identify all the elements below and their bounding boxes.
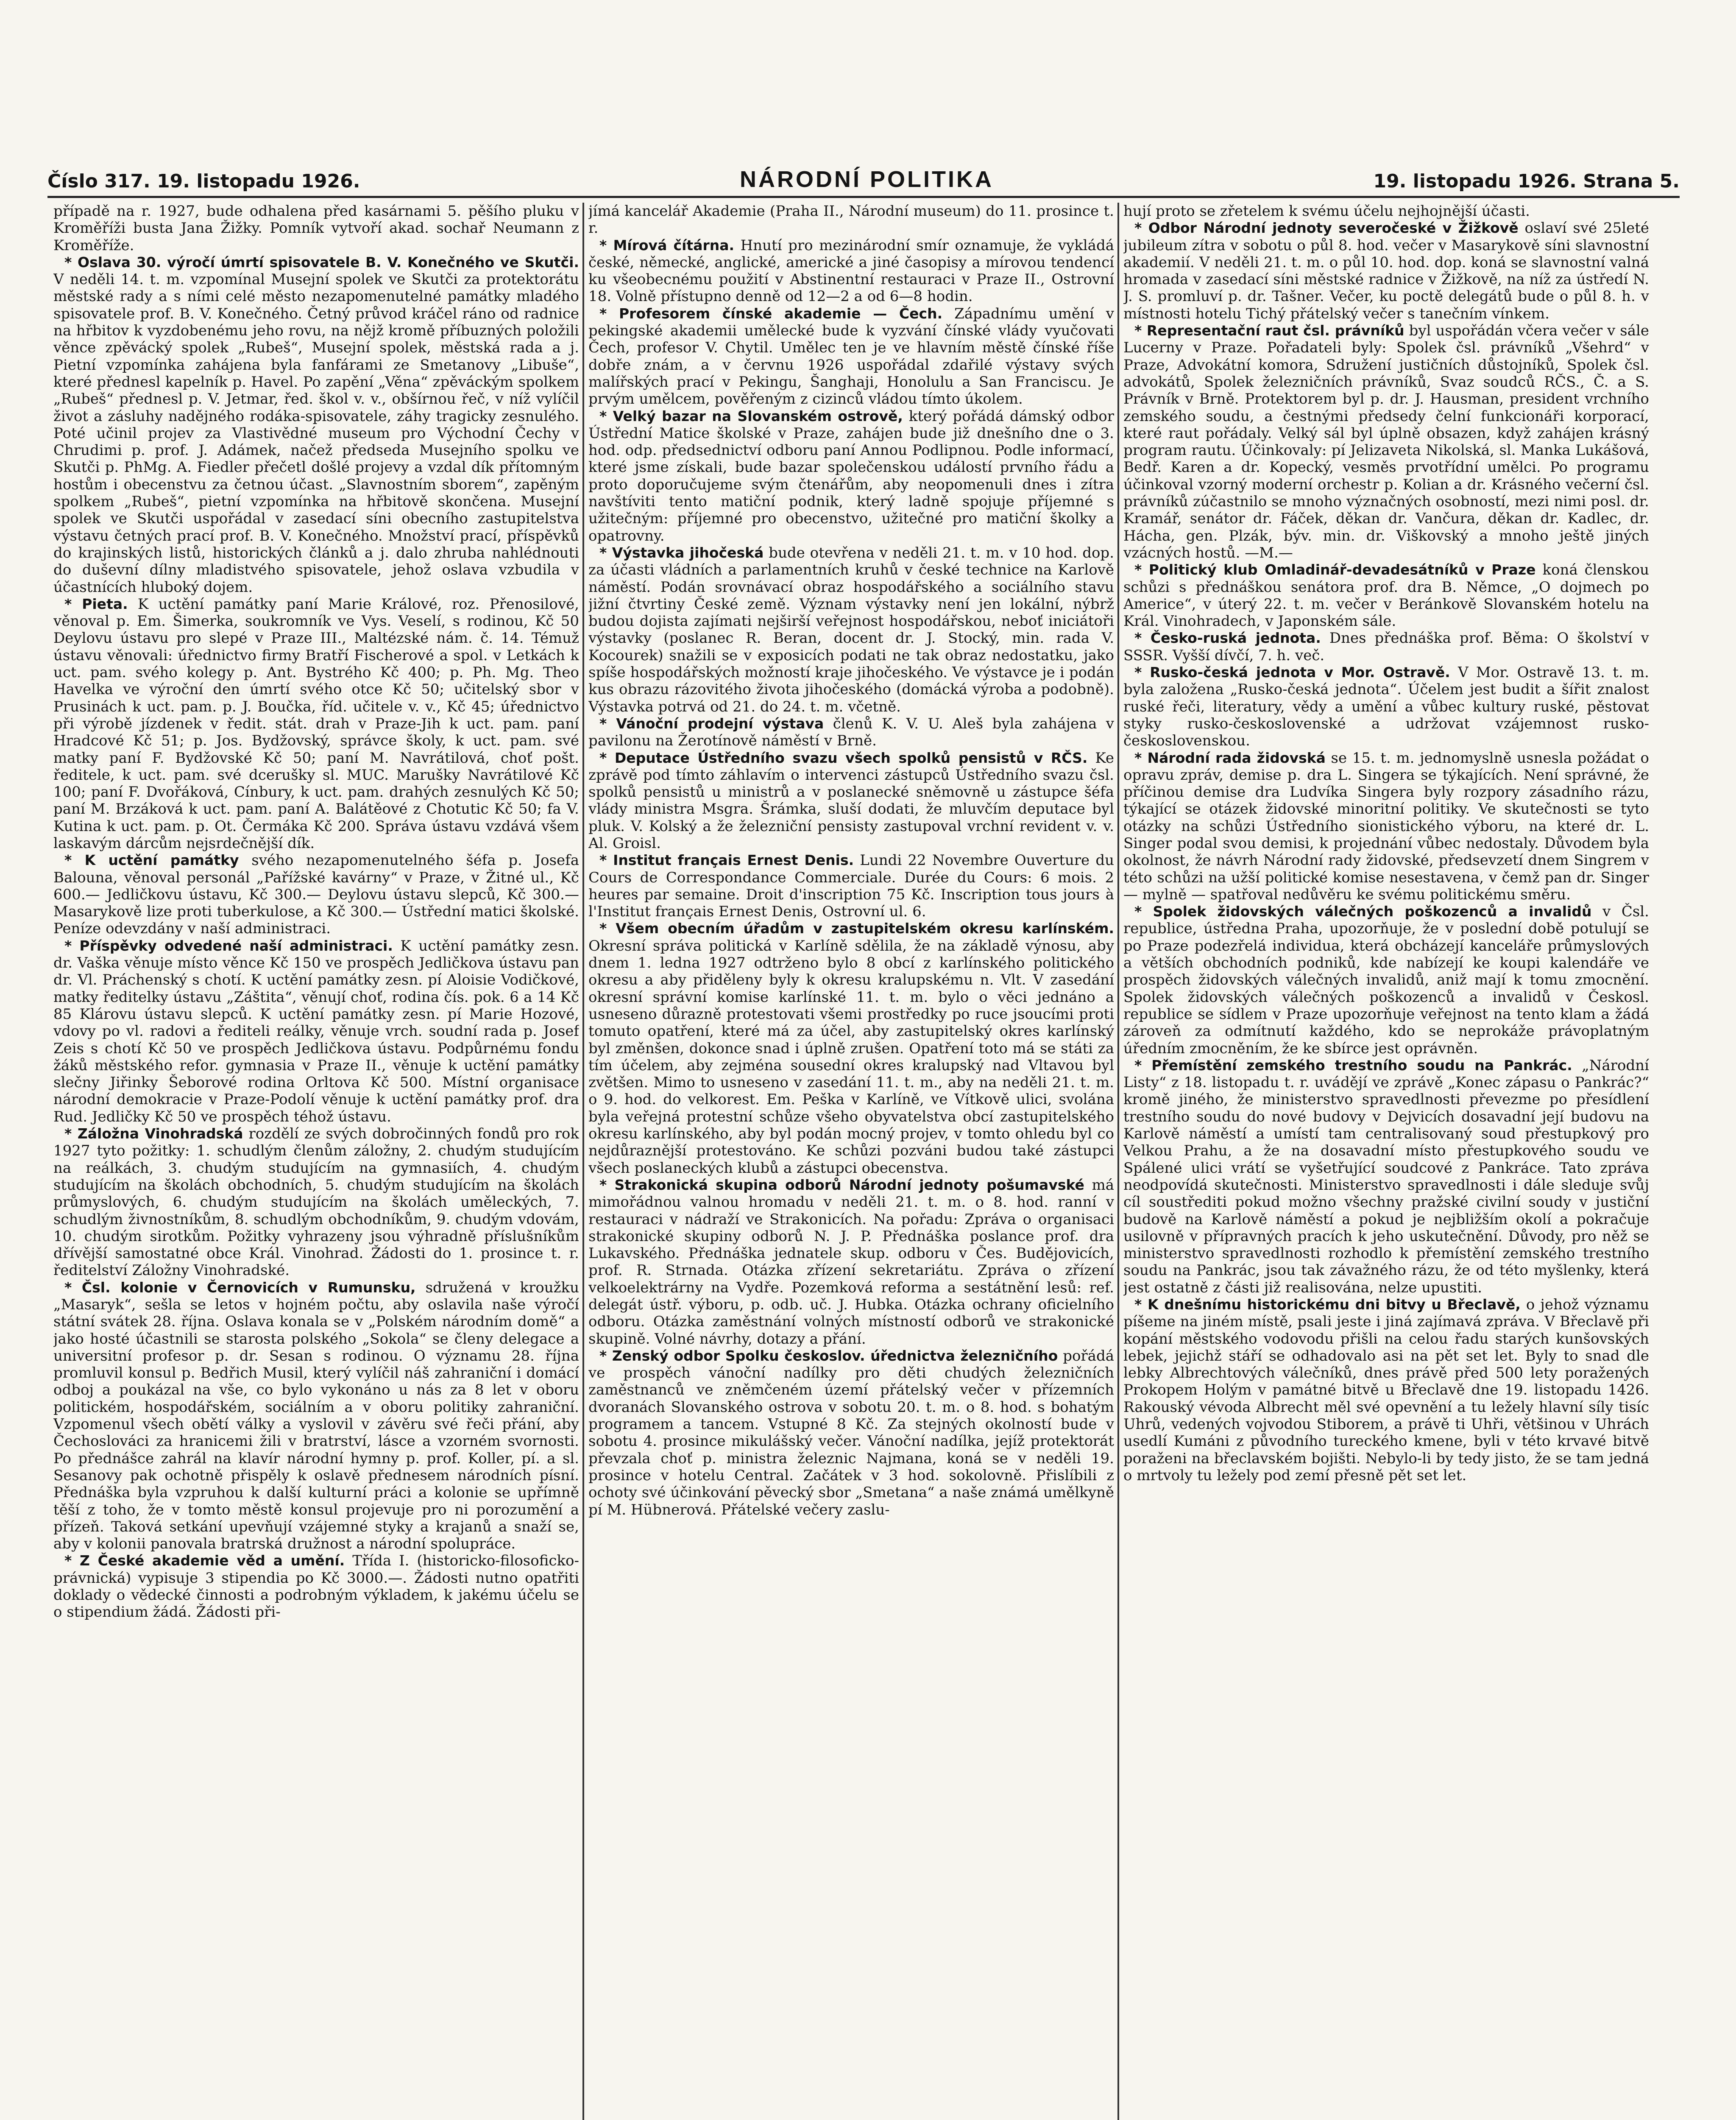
article-body: jímá kancelář Akademie (Praha II., Národní museum) do 11. prosince t. r. [588,203,1114,237]
news-article [588,852,1114,920]
news-article [588,1347,1114,1518]
article-body: má mimořádnou valnou hromadu v neděli 21. t. m. o 8. hod. ranní v restauraci v nádraží ve Strakonicích. Na pořadu: Zpráva o organisaci strakonické skupiny odborů N. J. P. Přednáška poslance prof. dra Lukavského. Přednáška jednatele skup. odboru v Čes. Budějovicích, prof. R. Strnada. Otázka zřízení sekretariátu. Zpráva o zřízení velkoelektrárny na Vydře. Pozemková reforma a sestátnění lesů: ref. delegát ústř. výboru, p. odb. uč. J. Hubka. Otázka ochrany oficielního odboru. Otázka zaměstnání volných místností odborů ve strakonické skupině. Volné návrhy, dotazy a přání. [588,1176,1114,1347]
page-header [47,160,1680,191]
article-body: K uctění památky paní Marie Králové, roz. Přenosilové, věnoval p. Em. Šimerka, soukromník ve Vys. Veselí, s rodinou, Kč 50 Deylovu ústavu pro slepé v Praze III., Maltézské nám. č. 14. Témuž ústavu věnovali: úřednictvo firmy Bratří Fischerové a spol. v Letkách k uct. pam. svého kolegy p. Ant. Bystrého Kč 400; p. Ph. Mg. Theo Havelka ve výroční den úmrtí svého otce Kč 50; učitelský sbor v Prusinách k uct. pam. p. J. Boučka, říd. učitele v. v., Kč 45; úřednictvo při výrobě jízdenek v ředit. stát. drah v Praze-Jih k uct. pam. paní Hradcové Kč 51; p. Jos. Bydžovský, správce školy, k uct. pam. své matky paní F. Bydžovské Kč 50; paní M. Navrátilová, choť pošt. ředitele, k uct. pam. své dcerušky sl. MUC. Marušky Navrátilové Kč 100; paní F. Dvořáková, Cínbury, k uct. pam. drahých zesnulých Kč 50; paní M. Brzáková k uct. pam. paní A. Balátěové z Chotutic Kč 50; fa V. Kutina k uct. pam. p. Ot. Čermáka Kč 200. Správa ústavu vzdává všem laskavým dárcům nejsrdečnější dík. [53,595,579,852]
article-body: Ke zprávě pod tímto záhlavím o intervenci zástupců Ústředního svazu čsl. spolků pensistů u ministrů a v poslanecké sněmovně u zástupce šéfa vlády ministra Msgra. Šrámka, sluší dodati, že mluvčím deputace byl pluk. V. Kolský a že železniční pensisty zastupoval vrchní revident v. v. Al. Groisl. [588,749,1114,852]
news-article [53,1125,579,1279]
article-body: svého nezapomenutelného šéfa p. Josefa Balouna, věnoval personál „Pařížské kavárny“ v Praze, v Žitné ul., Kč 600.— Jedličkovu ústavu, Kč 300.— Deylovu ústavu slepců, Kč 300.— Masarykově lize proti tuberkulose, a Kč 300.— Ústřední matici školské. Peníze odevzdány v naší administraci. [53,852,579,937]
column-divider [1117,203,1119,2120]
article-heading: * Zenský odbor Spolku českoslov. úřednictva železničního [599,1347,1058,1364]
news-article [588,750,1114,852]
article-heading: * Politický klub Omladinář-devadesátníků v Praze [1134,561,1536,578]
news-article [53,596,579,852]
news-article [1123,1296,1649,1484]
column-1 [53,203,579,2120]
article-heading: * Příspěvky odvedené naší administraci. [64,937,393,954]
column-2 [588,203,1114,2120]
article-body: o jehož významu píšeme na jiném místě, psali jeste i jiná zajímavá zpráva. V Břeclavě při kopání městského vodovodu přišli na celou řadu starých kunšovských lebek, jejichž stáří se odhadovalo asi na pět set let. Byly to snad dle lebky Albrechtových válečníků, dnes právě před 500 lety poražených Prokopem Holým v památné bitvě u Břeclavě dne 19. listopadu 1426. Rakouský vévoda Albrecht měl své opevnění a tu ležely hlavní síly tisíc Uhrů, vedených vojvodou Stiborem, a právě ti Uhři, většinou v Uhrách usedlí Kumáni z původního tureckého kmene, byli v této krvavé bitvě poraženi na břeclavském bojišti. Nebylo-li by tedy jisto, že se tam jedná o mrtvoly tu ležely pod zemí přesně pět set let. [1123,1296,1649,1484]
article-heading: * Rusko-česká jednota v Mor. Ostravě. [1134,664,1450,681]
article-body: případě na r. 1927, bude odhalena před kasárnami 5. pěšího pluku v Kroměříži busta Jana Žižky. Pomník vytvoří akad. sochař Neumann z Kroměříže. [53,203,579,254]
news-article [1123,750,1649,904]
article-body: členů K. V. U. Aleš byla zahájena v pavilonu na Žerotínově náměstí v Brně. [588,715,1114,750]
news-article [1123,1057,1649,1296]
article-heading: * Odbor Národní jednoty severočeské v Žižkově [1134,220,1519,237]
news-article [53,1279,579,1553]
article-heading: * Přemístění zemského trestního soudu na Pankrác. [1134,1057,1572,1074]
article-heading: * Národní rada židovská [1134,749,1326,766]
article-heading: * Všem obecním úřadům v zastupitelském okresu karlínském. [599,920,1114,937]
article-body: pořádá ve prospěch vánoční nadílky pro děti chudých železničních zaměstnanců ve zněmčeném území přátelský večer v přízemních dvoranách Slovanského ostrova v sobotu 20. t. m. o 8. hod. s bohatým programem a tancem. Vstupné 8 Kč. Za stejných okolností bude v sobotu 4. prosince mikulášský večer. Vánoční nadílka, jejíž protektorát převzala choť p. ministra železnic Najmana, koná se v neděli 19. prosince v hotelu Central. Začátek v 3 hod. sokolovně. Přislíbili z ochoty své účinkování pěvecký sbor „Smetana“ a naše známá umělkyně pí M. Hübnerová. Přátelské večery zaslu- [588,1347,1114,1518]
article-body: sdružená v kroužku „Masaryk“, sešla se letos v hojném počtu, aby oslavila naše výročí státní svátek 28. října. Oslava konala se v „Polském národním domě“ a jako hosté účastnili se starosta polského „Sokola“ se členy delegace a universitní profesor p. dr. Sesan s rodinou. O významu 28. října promluvil konsul p. Bedřich Musil, který vylíčil náš zahraniční i domácí odboj a poukázal na vše, co bylo vykonáno u nás za 8 let v oboru politickém, hospodářském, sociálním a v oboru politiky zahraniční. Vzpomenul všech obětí války a vyslovil v závěru své řeči přání, aby Čechoslováci za hranicemi žili v bratrství, lásce a vzorném svornosti. Po přednášce zahrál na klavír národní hymny p. prof. Koller, pí. a sl. Sesanovy pak ochotně přispěly k oslavě přednesem národních písní. Přednáška byla vzpruhou k další kulturní práci a kolonie se upřímně těší z toho, že v tomto městě konsul projevuje pro ni porozumění a přízeň. Taková setkání upevňují vzájemné styky a krajanů a snaží se, aby v kolonii panovala bratrská družnost a národní spolupráce. [53,1279,579,1553]
article-heading: * Strakonická skupina odborů Národní jednoty pošumavské [599,1176,1084,1193]
news-article [53,937,579,1125]
news-article [1123,322,1649,561]
article-body: V neděli 14. t. m. vzpomínal Musejní spolek ve Skutči za protektorátu městské rady a s ními celé město nezapomenutelné památky mladého spisovatele prof. B. V. Konečného. Četný průvod kráčel ráno od radnice na hřbitov k vyzdobenému jeho rovu, na nějž kromě příbuzných položili věnce zpěvácký spolek „Rubeš“, Musejní spolek, městská rada a j. Pietní vzpomínka zahájena byla fanfárami ze Smetanovy „Libuše“, které přednesl kapelník p. Havel. Po zapění „Věna“ zpěváckým spolkem „Rubeš“ přednesl p. V. Jetmar, řed. škol v. v., obšírnou řeč, v níž vylíčil život a zásluhy nadějného rodáka-spisovatele, záhy tragicky zesnulého. Poté učinil projev za Vlastivědné museum pro Východní Čechy v Chrudimi p. prof. J. Adámek, načež předseda Musejního spolku ve Skutči p. PhMg. A. Fiedler přečetl došlé projevy a vzdal dík přítomným hostům i obecenstvu za četnou účast. „Slavnostním sborem“, zapěným spolkem „Rubeš“, pietní vzpomínka na hřbitově skončena. Musejní spolek ve Skutči uspořádal v zasedací síni obecního zastupitelstva výstavu četných prací prof. B. V. Konečného. Množství prací, příspěvků do krajinských listů, historických článků a j. dalo zhruba nahlédnouti do duševní dílny mladistvého spisovatele, jehož oslava vzbudila v účastnících hluboký dojem. [53,271,579,596]
article-body: Okresní správa politická v Karlíně sdělila, že na základě výnosu, aby dnem 1. ledna 1927 odtrženo bylo 8 obcí z karlínského politického okresu a aby přiděleny byly k okresu kralupskému n. Vlt. V zasedání okresní správní komise karlínské 11. t. m. bylo o věci jednáno a usneseno důrazně protestovati všemi prostředky po ruce jsoucími proti tomuto opatření, které má za účel, aby zastupitelský okres karlínský byl změnšen, dokonce snad i úplně zrušen. Opatření toto má se státi za tím účelem, aby zejména sousední okres kralupský nad Vltavou byl zvětšen. Mimo to usneseno v zasedání 11. t. m., aby na neděli 21. t. m. o 9. hod. do velkorest. Em. Peška v Karlíně, ve Vítkově ulici, svolána byla veřejná protestní schůze všeho obyvatelstva obcí zastupitelského okresu karlínského, aby byl podán mocný projev, v tomto ohledu byl co nejdůraznější protestováno. Ke schůzi pozváni budou také zástupci všech poslaneckých klubů a zástupci obecenstva. [588,937,1114,1177]
article-heading: * Mírová čítárna. [599,237,735,254]
article-continuation [53,203,579,254]
article-heading: * Výstavka jihočeská [599,544,764,561]
masthead-title: NÁRODNÍ POLITIKA [739,167,994,192]
news-article [53,1552,579,1621]
date-page-number: 19. listopadu 1926. Strana 5. [1373,170,1680,192]
article-body: rozdělí ze svých dobročinných fondů pro rok 1927 tyto požitky: 1. schudlým členům záložny, 2. chudým studujícím na reálkách, 3. chudým studujícím na gymnasiích, 4. chudým studujícím na školách obchodních, 5. chudým studujícím na školách průmyslových, 6. chudým studujícím na školách uměleckých, 7. schudlým živnostníkům, 8. schudlým obchodníkům, 9. chudým vdovám, 10. chudým sirotkům. Požitky vyhrazeny jsou výhradně příslušníkům dřívější samostatné obce Král. Vinohrad. Žádosti do 1. prosince t. r. ředitelství Záložny Vinohradské. [53,1125,579,1279]
article-body: v Čsl. republice, ústředna Praha, upozorňuje, že v poslední době potulují se po Praze podezřelá individua, která obcházejí kanceláře průmyslových a větších obchodních podniků, kde nabízejí ke koupi kalendáře ve prospěch židovských válečných invalidů, aniž mají k tomu zmocnění. Spolek židovských válečných poškozenců a invalidů v Českosl. republice se sídlem v Praze upozorňuje veřejnost na tento klam a žádá zároveň za odmítnutí každého, kdo se neprokáže právoplatným úředním zmocněním, že ke sbírce jest oprávněn. [1123,903,1649,1057]
article-heading: * K dnešnímu historickému dni bitvy u Břeclavě, [1134,1296,1521,1313]
article-heading: * K uctění památky [64,852,239,869]
column-divider [582,203,584,2120]
news-article [1123,220,1649,322]
article-heading: * Deputace Ústředního svazu všech spolků pensistů v RČS. [599,749,1088,766]
news-article [588,305,1114,408]
article-body: byl uspořádán včera večer v sále Lucerny v Praze. Pořadateli byly: Spolek čsl. právníků „Všehrd“ v Praze, Advokátní komora, Sdružení justičních důstojníků, Spolek čsl. advokátů, Spolek železničních právníků, Svaz soudců RČS., Č. a S. Právník v Brně. Protektorem byl p. dr. J. Hausman, president vrchního zemského soudu, a čestnými předsedy čelní funkcionáři korporací, které raut pořádaly. Velký sál byl úplně obsazen, když zahájen krásný program rautu. Účinkovaly: pí Jelizaveta Nikolská, sl. Manka Lukášová, Bedř. Karen a dr. Kopecký, vesměs prvotřídní umělci. Po programu účinkoval vzorný moderní orchestr p. Kolian a dr. Krásného večerní čsl. právníků zúčastnilo se mnoho význačných osobností, mezi nimi posl. dr. Kramář, senátor dr. Fáček, děkan dr. Vančura, děkan dr. Kadlec, dr. Hácha, gen. Plzák, býv. min. dr. Viškovský a mnoho ještě jiných vzácných hostů. —M.— [1123,322,1649,561]
header-rule [47,196,1680,198]
article-heading: * Spolek židovských válečných poškozenců a invalidů [1134,903,1592,920]
article-heading: * Čsl. kolonie v Černovicích v Rumunsku, [64,1279,416,1296]
issue-number-date: Číslo 317. 19. listopadu 1926. [47,170,360,192]
article-body: K uctění památky zesn. dr. Vaška věnuje místo věnce Kč 150 ve prospěch Jedličkova ústavu pan dr. Vl. Práchenský s chotí. K uctění památky zesn. pí Aloisie Vodičkové, matky ředitelky ústavu „Záštita“, věnují choť, rodina čís. pok. 6 a 14 Kč 85 Klárovu ústavu slepců. K uctění památky zesn. pí Marie Hozové, vdovy po vl. radovi a řediteli reálky, věnuje vrch. soudní rada p. Josef Zeis s chotí Kč 50 ve prospěch Jedličkova ústavu. Podpůrnému fondu žáků městského refor. gymnasia v Praze II., věnuje k uctění památky slečny Jiřinky Šeborové rodina Orltova Kč 500. Místní organisace národní demokracie v Praze-Podolí věnuje k uctění památky prof. dra Rud. Jedličky Kč 50 ve prospěch téhož ústavu. [53,937,579,1125]
article-body: koná členskou schůzi s přednáškou senátora prof. dra B. Němce, „O dojmech po Americe“, v úterý 22. t. m. večer v Beránkově Slovanském hotelu na Král. Vinohradech, v Japonském sále. [1123,561,1649,630]
article-body: který pořádá dámský odbor Ústřední Matice školské v Praze, zahájen bude již dnešního dne o 3. hod. odp. předsednictví odboru paní Annou Podlipnou. Podle informací, které jsme získali, bude bazar společenskou událostí prvního řádu a proto doporučujeme svým čtenářům, aby neopomenuli dnes i zítra navštíviti tento matiční podnik, který ladně spojuje příjemné s užitečným: příjemné pro obecenstvo, užitečné pro matiční školky a opatrovny. [588,407,1114,544]
article-heading: * Pieta. [64,595,128,612]
article-body: Západnímu umění v pekingské akademii umělecké bude k vyzvání čínské vlády vyučovati Čech, profesor V. Chytil. Umělec ten je ve hlavním městě čínské říše dobře znám, a v červnu 1926 uspořádal zdařilé výstavy svých malířských prací v Pekingu, Šanghaji, Honolulu a San Franciscu. Je prvým umělcem, pověřeným z cizinců vládou tímto úkolem. [588,305,1114,408]
article-body: V Mor. Ostravě 13. t. m. byla založena „Rusko-česká jednota“. Účelem jest budit a šířit znalost ruské řeči, literatury, vědy a umění a vůbec kultury ruské, pěstovat styky rusko-československé a udržovat vzájemnost rusko-československou. [1123,664,1649,750]
news-article [588,715,1114,750]
news-article [588,1177,1114,1347]
article-heading: * Česko-ruská jednota. [1134,630,1321,647]
article-heading: * Profesorem čínské akademie — Čech. [599,305,943,322]
article-heading: * Záložna Vinohradská [64,1125,243,1142]
news-article [53,254,579,596]
article-heading: * Oslava 30. výročí úmrtí spisovatele B. V. Konečného ve Skutči. [64,254,579,271]
article-body: Hnutí pro mezinárodní smír oznamuje, že vykládá české, německé, anglické, americké a jiné časopisy a mírovou tendencí ku všeobecnému použití v Abstinentní restauraci v Praze II., Ostrovní 18. Volně přístupno denně od 12—2 a od 6—8 hodin. [588,237,1114,305]
news-article [588,237,1114,305]
article-body: „Národní Listy“ z 18. listopadu t. r. uvádějí ve zprávě „Konec zápasu o Pankrác?“ kromě jiného, že ministerstvo spravedlnosti převezme po přesídlení trestního soudu do nové budovy v Dejvicích dosavadní její budovu na Karlově náměstí a umístí tam centralisovaný soud přestupkový pro Velkou Prahu, a že na dosavadní místo přestupkového soudu ve Spálené ulici vrátí se vyšetřující soudcové z Pankráce. Tato zpráva neodpovídá skutečnosti. Ministerstvo spravedlnosti i dále sleduje svůj cíl soustřediti pokud možno všechny pražské civilní soudy v justiční budově na Karlově náměstí a pokud je nejbližším okolí a pokračuje usilovně v přípravných pracích k jeho uskutečnění. Důvody, pro něž se ministerstvo spravedlnosti rozhodlo k přemístění zemského trestního soudu na Pankrác, jsou tak závažného rázu, že od této myšlenky, která jest ostatně z části již realisována, nelze upustiti. [1123,1057,1649,1296]
article-body: bude otevřena v neděli 21. t. m. v 10 hod. dop. za účasti vládních a parlamentních kruhů v české technice na Karlově náměstí. Podán srovnávací obraz hospodářského a sociálního stavu jižní čtvrtiny České země. Význam výstavky není jen lokální, nýbrž budou dojista zajímati nejširší veřejnost hospodářskou, neboť iniciátoři výstavky (poslanec R. Beran, docent dr. J. Stocký, min. rada V. Kocourek) snažili se v exposicích podati ne tak obraz nedostatku, jako spíše hospodářských možností kraje jihočeského. Ve výstavce je i podán kus obrazu rázovitého života jihočeského (domácká výroba a podobně). Výstavka potrvá od 21. do 24. t. m. včetně. [588,544,1114,715]
article-body: oslaví své 25leté jubileum zítra v sobotu o půl 8. hod. večer v Masarykově síni slavnostní akademií. V neděli 21. t. m. o půl 10. hod. dop. koná se slavnostní valná hromada v zasedací síni městské radnice v Žižkově, na níž za ústředí N. J. S. promluví p. dr. Tašner. Večer, ku poctě delegátů bude o půl 8. h. v místnosti hotelu Tichý přátelský večer s tanečním vínkem. [1123,220,1649,322]
news-article [588,920,1114,1176]
article-heading: * Representační raut čsl. právníků [1134,322,1404,339]
article-heading: * Institut français Ernest Denis. [599,852,854,869]
article-heading: * Vánoční prodejní výstava [599,715,824,732]
article-body: hují proto se zřetelem k svému účelu nejhojnější účasti. [1123,203,1530,220]
news-article [1123,903,1649,1057]
news-article [1123,630,1649,664]
article-continuation [588,203,1114,237]
column-3 [1123,203,1649,2120]
article-body: se 15. t. m. jednomyslně usnesla požádat o opravu zpráv, demise p. dra L. Singera se týkajících. Není správné, že příčinou demise dra Ludvíka Singera byly rozpory zásadního rázu, týkající se otázek židovské minoritní politiky. Ve skutečnosti se tyto otázky na schůzi Ústředního sionistického výboru, na které dr. L. Singer podal svou demisi, k projednání vůbec nedostaly. Důvodem byla okolnost, že návrh Národní rady židovské, předsevzetí dnem Singrem v této schůzi na užší politické komise nesestavena, v čemž pan dr. Singer — mylně — spatřoval nedůvěru ke svému politickému směru. [1123,749,1649,903]
article-body: Lundi 22 Novembre Ouverture du Cours de Correspondance Commerciale. Durée du Cours: 6 mois. 2 heures par semaine. Droit d'inscription 75 Kč. Inscription tous jours à l'Institut français Ernest Denis, Ostrovní ul. 6. [588,852,1114,921]
news-article [588,408,1114,544]
news-article [588,544,1114,715]
news-article [1123,561,1649,630]
article-heading: * Velký bazar na Slovanském ostrově, [599,407,903,424]
article-continuation [1123,203,1649,220]
article-body: Třída I. (historicko-filosoficko-právnická) vypisuje 3 stipendia po Kč 3000.—. Žádosti nutno opatřiti doklady o vědecké činnosti a podrobným výkladem, k jakému účelu se o stipendium žádá. Žádosti při- [53,1552,579,1621]
news-article [53,852,579,937]
news-article [1123,664,1649,749]
article-heading: * Z České akademie věd a umění. [64,1552,345,1569]
article-body: Dnes přednáška prof. Běma: O školství v SSSR. Vyšší dívčí, 7. h. več. [1123,630,1649,664]
